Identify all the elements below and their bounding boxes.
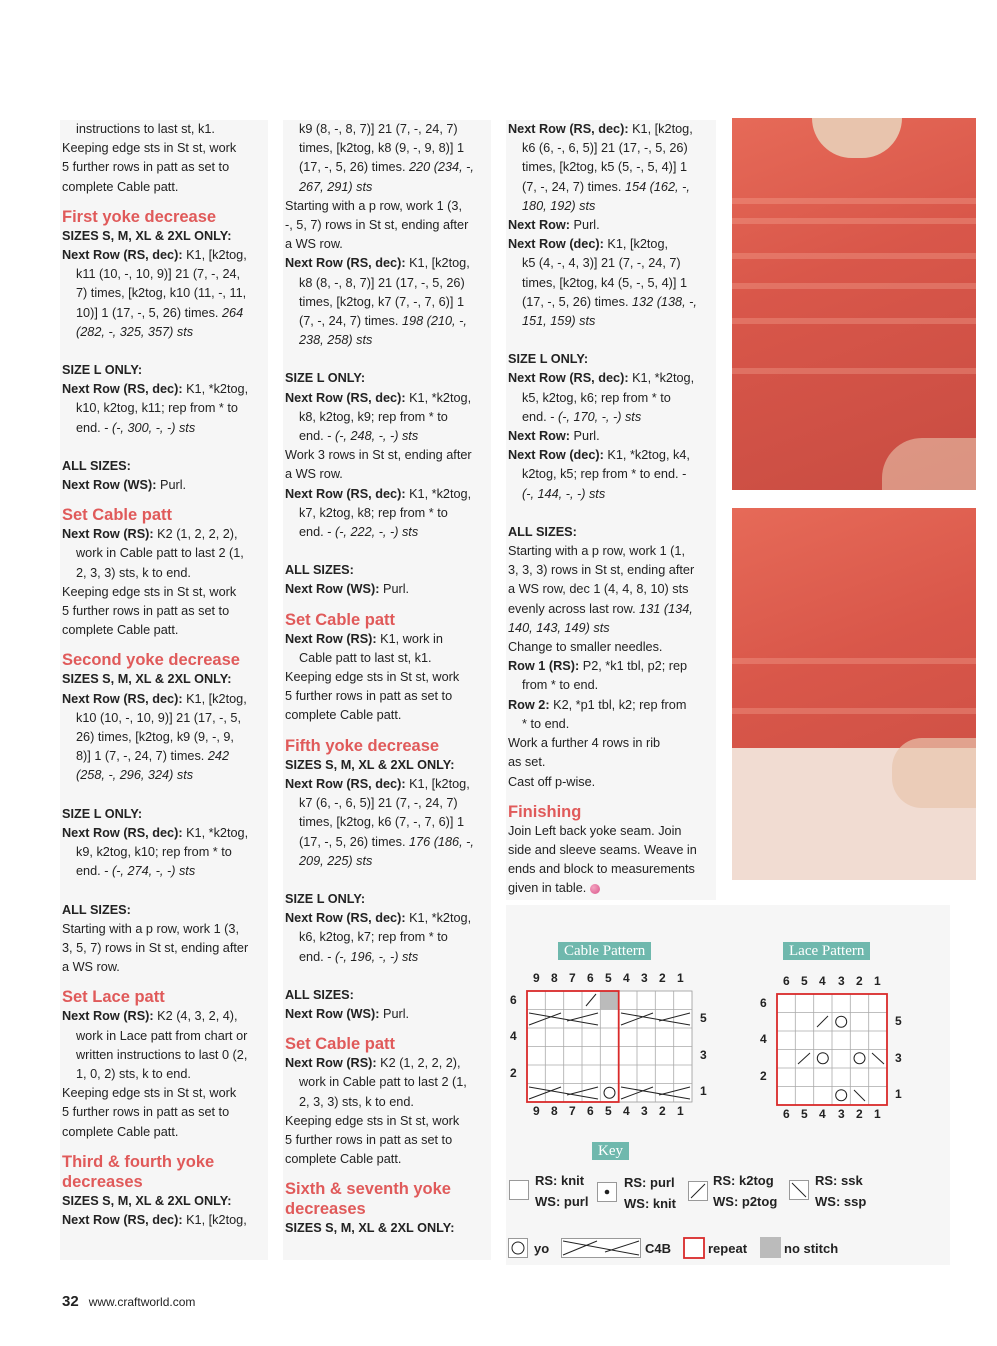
section-heading: Sixth & seventh yoke [285, 1180, 451, 1199]
row-label: Next Row (RS, dec): [285, 776, 406, 791]
row-label: Next Row (RS): [285, 1056, 377, 1071]
stitch-count: (258, -, 296, 324) sts [76, 768, 194, 783]
section-heading: Set Cable patt [285, 1035, 396, 1054]
row-text: K2 (1, 2, 2, 2), [153, 527, 238, 542]
row-label: Row 1 (RS): [508, 659, 580, 674]
k2tog-key-swatch [688, 1181, 708, 1201]
text-line: 1, 0, 2) sts, k to end. [76, 1066, 191, 1081]
col-number: 9 [533, 971, 540, 985]
col-number: 3 [838, 1107, 845, 1121]
text-line: from * to end. [522, 678, 599, 693]
size-label: SIZE L ONLY: [285, 891, 366, 906]
row-text: K1, *k2tog, [628, 371, 695, 386]
text-line: 5 further rows in patt as set to [285, 1132, 453, 1147]
text-line: Work a further 4 rows in rib [508, 736, 661, 751]
col-number: 2 [856, 1107, 863, 1121]
row-label: Row 2: [508, 697, 550, 712]
text-line: -, 5, 7) rows in St st, ending after [285, 218, 469, 233]
row-label: Next Row (RS, dec): [62, 825, 183, 840]
repeat-key-swatch [683, 1237, 705, 1259]
row-text: K2 (4, 3, 2, 4), [153, 1009, 238, 1024]
text-line: work in Lace patt from chart or [76, 1028, 248, 1043]
stitch-count: 238, 258) sts [299, 333, 373, 348]
row-label: Next Row (dec): [508, 448, 604, 463]
c4b-key-swatch [561, 1238, 641, 1258]
key-text: WS: ssp [815, 1194, 867, 1209]
size-label: ALL SIZES: [62, 458, 131, 473]
key-c4b-label: C4B [645, 1241, 672, 1256]
cable-pattern-chart [527, 991, 692, 1102]
size-label: SIZES S, M, XL & 2XL ONLY: [62, 672, 232, 687]
text-line: 5 further rows in patt as set to [62, 604, 230, 619]
key-text: RS: purl [624, 1175, 675, 1190]
text-line: work in Cable patt to last 2 (1, [299, 1075, 467, 1090]
size-label: SIZE L ONLY: [285, 371, 366, 386]
text-line: times, [k2tog, k4 (5, -, 5, 4)] 1 [522, 275, 687, 290]
text-line: given in table. [508, 881, 587, 896]
row-text: K1, *k2tog, [405, 486, 472, 501]
text-line: complete Cable patt. [285, 708, 402, 723]
row-number: 1 [895, 1087, 902, 1101]
row-label: Next Row (RS, dec): [285, 390, 406, 405]
col-number: 3 [838, 974, 845, 988]
text-line: 10)] 1 (17, -, 5, 26) times. [76, 305, 219, 320]
text-line: Keeping edge sts in St st, work [62, 1086, 237, 1101]
text-line: k7, k2tog, k8; rep from * to [299, 505, 448, 520]
text-line: as set. [508, 755, 546, 770]
size-label: ALL SIZES: [508, 524, 577, 539]
sweater-yoke-photo [732, 118, 976, 490]
col-number: 5 [605, 1104, 612, 1118]
stitch-count: (-, 196, -, -) sts [331, 949, 419, 964]
col-number: 5 [801, 1107, 808, 1121]
row-number: 6 [510, 993, 517, 1007]
key-purl-label [624, 1172, 676, 1214]
col-number: 7 [569, 1104, 576, 1118]
text-line: 8)] 1 (7, -, 24, 7) times. [76, 749, 205, 764]
row-label: Next Row (RS): [62, 1009, 154, 1024]
stitch-count: 131 (134, [639, 601, 693, 616]
stitch-count: (282, -, 325, 357) sts [76, 324, 194, 339]
col-number: 4 [819, 1107, 826, 1121]
no-stitch-key-swatch [760, 1237, 781, 1258]
key-k2tog-label [713, 1170, 777, 1212]
lace-pattern-chart [777, 994, 887, 1105]
text-line: complete Cable patt. [62, 179, 179, 194]
stitch-count: 180, 192) sts [522, 198, 596, 213]
col-number: 1 [874, 1107, 881, 1121]
purl-key-swatch [597, 1182, 617, 1202]
text-line: k6 (6, -, 6, 5)] 21 (17, -, 5, 26) [522, 141, 688, 156]
website-link[interactable]: www.craftworld.com [88, 1295, 196, 1309]
size-label: SIZES S, M, XL & 2XL ONLY: [285, 757, 455, 772]
col-number: 4 [819, 974, 826, 988]
text-line: k5, k2tog, k6; rep from * to [522, 390, 671, 405]
sweater-cuff-photo [732, 508, 976, 880]
text-line: Change to smaller needles. [508, 640, 663, 655]
text-line: 26) times, [k2tog, k9 (9, -, 9, [76, 730, 234, 745]
row-text: K1, work in [376, 631, 443, 646]
text-line: written instructions to last 0 (2, [76, 1047, 248, 1062]
section-heading: decreases [62, 1172, 143, 1191]
stitch-count: 132 (138, -, [632, 294, 697, 309]
stitch-count: 140, 143, 149) sts [508, 620, 610, 635]
col-number: 2 [856, 974, 863, 988]
text-line: instructions to last st, k1. [76, 122, 215, 136]
row-number: 6 [760, 996, 767, 1010]
col-number: 6 [783, 974, 790, 988]
row-number: 4 [760, 1032, 767, 1046]
row-label: Next Row (WS): [285, 582, 380, 597]
row-label: Next Row (RS, dec): [62, 1212, 183, 1227]
text-line: (17, -, 5, 26) times. [299, 160, 406, 175]
text-line: 5 further rows in patt as set to [62, 1105, 230, 1120]
row-text: Purl. [379, 582, 410, 597]
row-text: Purl. [570, 429, 600, 444]
row-text: K1, [k2tog, [182, 1212, 247, 1227]
text-line: 5 further rows in patt as set to [62, 160, 230, 175]
text-line: end. - [76, 864, 109, 879]
lace-pattern-title: Lace Pattern [783, 942, 870, 960]
stitch-count: 267, 291) sts [299, 179, 373, 194]
text-line: side and sleeve seams. Weave in [508, 842, 697, 857]
row-text: K2 (1, 2, 2, 2), [376, 1056, 461, 1071]
col-number: 1 [677, 971, 684, 985]
row-label: Next Row (dec): [508, 237, 604, 252]
text-line: k9 (8, -, 8, 7)] 21 (7, -, 24, 7) [299, 122, 458, 136]
key-text: WS: knit [624, 1196, 676, 1211]
stitch-count: 209, 225) sts [299, 853, 373, 868]
stitch-count: 220 (234, -, [409, 160, 474, 175]
text-line: Keeping edge sts in St st, work [285, 1113, 460, 1128]
text-line: k10, k2tog, k11; rep from * to [76, 401, 238, 416]
key-text: RS: knit [535, 1173, 585, 1188]
col-number: 1 [874, 974, 881, 988]
row-text: K1, *k2tog, [182, 825, 249, 840]
stitch-count: 242 [207, 749, 230, 764]
text-line: k9, k2tog, k10; rep from * to [76, 845, 232, 860]
key-text: WS: p2tog [713, 1194, 778, 1209]
row-number: 5 [895, 1014, 902, 1028]
size-label: ALL SIZES: [285, 563, 354, 578]
stitch-count: (-, 144, -, -) sts [522, 486, 606, 501]
stitch-count: 151, 159) sts [522, 314, 596, 329]
text-line: Starting with a p row, work 1 (3, [285, 198, 462, 213]
key-knit-label [535, 1170, 588, 1212]
text-line: Join Left back yoke seam. Join [508, 823, 682, 838]
text-line: k5 (4, -, 4, 3)] 21 (7, -, 24, 7) [522, 256, 681, 271]
row-number: 3 [700, 1048, 707, 1062]
section-heading: Set Cable patt [62, 506, 173, 525]
row-text: K1, [k2tog, [628, 122, 693, 136]
text-line: a WS row. [62, 960, 120, 975]
row-text: Purl. [156, 478, 187, 493]
yarn-ball-icon [590, 884, 600, 894]
row-text: K1, [k2tog, [603, 237, 669, 252]
col-number: 9 [533, 1104, 540, 1118]
row-label: Next Row: [508, 218, 571, 233]
col-number: 6 [587, 971, 594, 985]
row-label: Next Row (RS, dec): [285, 256, 406, 271]
stitch-count: (-, 248, -, -) sts [331, 429, 419, 444]
text-line: Keeping edge sts in St st, work [285, 670, 460, 685]
no-stitch-cell [600, 991, 618, 1010]
row-number: 2 [510, 1066, 517, 1080]
text-line: (7, -, 24, 7) times. [522, 179, 622, 194]
text-line: Cast off p-wise. [508, 774, 596, 789]
row-number: 5 [700, 1011, 707, 1025]
text-line: Starting with a p row, work 1 (1, [508, 544, 685, 559]
text-line: 3, 3, 3) rows in St st, ending after [508, 563, 695, 578]
text-line: a WS row. [285, 237, 343, 252]
key-text: RS: k2tog [713, 1173, 774, 1188]
text-line: k2tog, k5; rep from * to end. - [522, 467, 687, 482]
row-text: K1, [k2tog, [405, 256, 470, 271]
section-heading: Third & fourth yoke [62, 1152, 215, 1171]
page-footer [62, 1293, 195, 1310]
col-number: 2 [659, 1104, 666, 1118]
stitch-count: 264 [221, 305, 244, 320]
row-label: Next Row (RS): [285, 631, 377, 646]
cable-pattern-title: Cable Pattern [558, 942, 651, 960]
size-label: ALL SIZES: [62, 902, 131, 917]
text-line: k11 (10, -, 10, 9)] 21 (7, -, 24, [76, 267, 241, 282]
text-line: k6, k2tog, k7; rep from * to [299, 930, 448, 945]
text-line: * to end. [522, 716, 570, 731]
ssk-key-swatch [789, 1180, 809, 1200]
knit-key-swatch [509, 1180, 529, 1200]
size-label: SIZES S, M, XL & 2XL ONLY: [285, 1221, 455, 1236]
row-label: Next Row (WS): [285, 1006, 380, 1021]
col-number: 8 [551, 971, 558, 985]
text-line: end. - [299, 525, 332, 540]
text-line: 7) times, [k2tog, k10 (11, -, 11, [76, 286, 247, 301]
column-1 [60, 120, 268, 1260]
row-label: Next Row: [508, 429, 571, 444]
row-text: K1, [k2tog, [405, 776, 470, 791]
text-line: Starting with a p row, work 1 (3, [62, 921, 239, 936]
col-number: 4 [623, 1104, 630, 1118]
key-title: Key [592, 1142, 629, 1160]
text-line: complete Cable patt. [285, 1152, 402, 1167]
row-text: K1, *k2tog, [182, 382, 249, 397]
text-line: evenly across last row. [508, 601, 636, 616]
section-heading: Set Lace patt [62, 988, 165, 1007]
col-number: 3 [641, 971, 648, 985]
text-line: 5 further rows in patt as set to [285, 689, 453, 704]
text-line: k7 (6, -, 6, 5)] 21 (7, -, 24, 7) [299, 796, 458, 811]
text-line: (17, -, 5, 26) times. [299, 834, 406, 849]
row-label: Next Row (RS): [62, 527, 154, 542]
size-label: SIZE L ONLY: [62, 806, 143, 821]
row-label: Next Row (RS, dec): [62, 382, 183, 397]
key-repeat-label: repeat [708, 1241, 748, 1256]
stitch-count: (-, 170, -, -) sts [554, 409, 642, 424]
row-number: 3 [895, 1051, 902, 1065]
row-text: K1, [k2tog, [182, 248, 247, 263]
page-number: 32 [62, 1293, 79, 1310]
text-line: end. - [299, 949, 332, 964]
text-line: 2, 3, 3) sts, k to end. [76, 565, 191, 580]
key-ssk-label [815, 1170, 866, 1212]
row-label: Next Row (RS, dec): [62, 691, 183, 706]
col-number: 6 [783, 1107, 790, 1121]
text-line: (17, -, 5, 26) times. [522, 294, 629, 309]
text-line: Keeping edge sts in St st, work [62, 141, 237, 156]
row-number: 1 [700, 1084, 707, 1098]
col-number: 7 [569, 971, 576, 985]
row-text: K1, *k2tog, [405, 911, 472, 926]
row-text: K1, *k2tog, [405, 390, 472, 405]
row-label: Next Row (RS, dec): [508, 371, 629, 386]
col-number: 3 [641, 1104, 648, 1118]
text-line: times, [k2tog, k8 (9, -, 9, 8)] 1 [299, 141, 464, 156]
section-heading: First yoke decrease [62, 207, 217, 226]
text-line: complete Cable patt. [62, 623, 179, 638]
row-number: 2 [760, 1069, 767, 1083]
col-number: 2 [659, 971, 666, 985]
text-line: Keeping edge sts in St st, work [62, 584, 237, 599]
section-heading: Fifth yoke decrease [285, 736, 440, 755]
row-text: K1, *k2tog, k4, [603, 448, 690, 463]
column-3 [506, 120, 716, 900]
row-label: Next Row (RS, dec): [62, 248, 183, 263]
yo-key-swatch [508, 1238, 528, 1258]
text-line: end. - [522, 409, 555, 424]
key-text: RS: ssk [815, 1173, 863, 1188]
col-number: 4 [623, 971, 630, 985]
row-label: Next Row (WS): [62, 478, 157, 493]
stitch-count: 154 (162, -, [624, 179, 690, 194]
row-label: Next Row (RS, dec): [285, 486, 406, 501]
text-line: end. - [299, 429, 332, 444]
text-line: times, [k2tog, k6 (7, -, 7, 6)] 1 [299, 815, 464, 830]
col-number: 5 [801, 974, 808, 988]
section-heading: Second yoke decrease [62, 651, 240, 670]
text-line: 3, 5, 7) rows in St st, ending after [62, 940, 249, 955]
row-text: K2, *p1 tbl, k2; rep from [549, 697, 687, 712]
column-2 [283, 120, 491, 1260]
section-heading: Set Cable patt [285, 610, 396, 629]
text-line: work in Cable patt to last 2 (1, [76, 546, 244, 561]
stitch-count: (-, 222, -, -) sts [331, 525, 419, 540]
row-label: Next Row (RS, dec): [285, 911, 406, 926]
key-text: WS: purl [535, 1194, 589, 1209]
text-line: times, [k2tog, k5 (5, -, 5, 4)] 1 [522, 160, 687, 175]
size-label: SIZE L ONLY: [508, 352, 589, 367]
row-text: K1, [k2tog, [182, 691, 247, 706]
stitch-count: 176 (186, -, [409, 834, 474, 849]
text-line: k10 (10, -, 10, 9)] 21 (17, -, 5, [76, 710, 242, 725]
col-number: 1 [677, 1104, 684, 1118]
stitch-count: (-, 300, -, -) sts [108, 420, 196, 435]
col-number: 8 [551, 1104, 558, 1118]
text-line: a WS row. [285, 467, 343, 482]
size-label: SIZES S, M, XL & 2XL ONLY: [62, 228, 232, 243]
text-line: 2, 3, 3) sts, k to end. [299, 1094, 414, 1109]
row-text: P2, *k1 tbl, p2; rep [579, 659, 688, 674]
key-no-stitch-label: no stitch [784, 1241, 839, 1256]
size-label: SIZES S, M, XL & 2XL ONLY: [62, 1193, 232, 1208]
text-line: k8 (8, -, 8, 7)] 21 (17, -, 5, 26) [299, 275, 465, 290]
text-line: a WS row, dec 1 (4, 4, 8, 10) sts [508, 582, 689, 597]
section-heading: decreases [285, 1200, 366, 1219]
text-line: end. - [76, 420, 109, 435]
row-number: 4 [510, 1029, 517, 1043]
stitch-count: (-, 274, -, -) sts [108, 864, 196, 879]
text-line: times, [k2tog, k7 (7, -, 7, 6)] 1 [299, 294, 464, 309]
text-line: ends and block to measurements [508, 862, 695, 877]
size-label: ALL SIZES: [285, 987, 354, 1002]
text-line: (7, -, 24, 7) times. [299, 314, 399, 329]
col-number: 5 [605, 971, 612, 985]
size-label: SIZE L ONLY: [62, 363, 143, 378]
stitch-count: 198 (210, -, [401, 314, 467, 329]
text-line: k8, k2tog, k9; rep from * to [299, 409, 448, 424]
row-label: Next Row (RS, dec): [508, 122, 629, 136]
text-line: complete Cable patt. [62, 1124, 179, 1139]
text-line: Cable patt to last st, k1. [299, 650, 432, 665]
col-number: 6 [587, 1104, 594, 1118]
row-text: Purl. [379, 1006, 410, 1021]
section-heading: Finishing [508, 802, 582, 821]
text-line: Work 3 rows in St st, ending after [285, 448, 472, 463]
row-text: Purl. [570, 218, 600, 233]
key-yo-label: yo [534, 1241, 550, 1256]
